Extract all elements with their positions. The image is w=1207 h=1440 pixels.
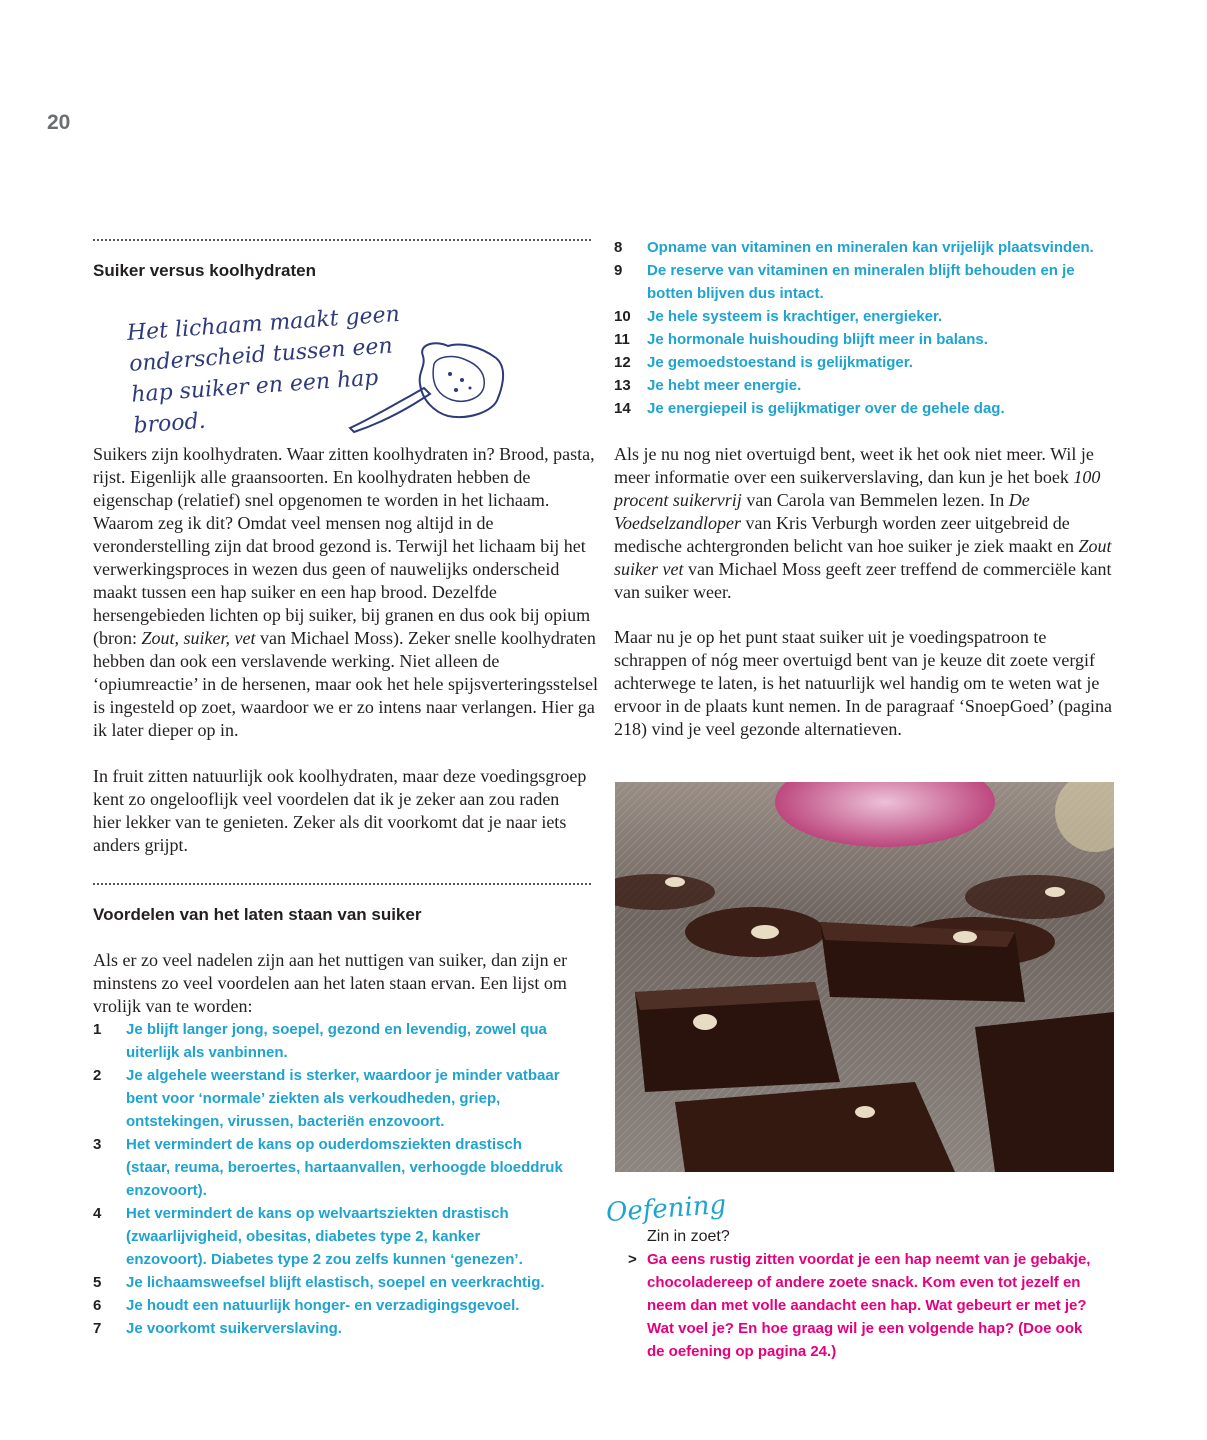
list-item: 13 Je hebt meer energie. (614, 377, 802, 394)
section-divider (93, 239, 591, 241)
list-item: 12 Je gemoedstoestand is gelijkmatiger. (614, 354, 913, 371)
paragraph-benefits-intro: Als er zo veel nadelen zijn aan het nuttigen van suiker, dan zijn er minstens zo veel voordelen aan het laten staan ervan. Een lijst om vrolijk van te worden: (93, 950, 568, 1016)
section-heading-benefits: Voordelen van het laten staan van suiker (93, 905, 422, 924)
paragraph-fruit: In fruit zitten natuurlijk ook koolhydraten, maar deze voedingsgroep kent zo ongelooflijk veel voordelen dat ik je zeker aan zou raden hier lekker van te genieten. Zeker als dit voorkomt dat je naar iets anders grijpt. (93, 766, 587, 855)
exercise-title: Zin in zoet? (647, 1228, 730, 1245)
handwritten-quote: Het lichaam maakt geen onderscheid tussen een hap suiker en een hap brood. (126, 301, 401, 439)
list-item: 1 Je blijft langer jong, soepel, gezond en levendig, zowel qua uiterlijk als vanbinnen. (93, 1021, 547, 1061)
list-item: 6 Je houdt een natuurlijk honger- en verzadigingsgevoel. (93, 1297, 520, 1314)
bread-with-knife-icon (348, 336, 508, 436)
paragraph-alternatives: Maar nu je op het punt staat suiker uit je voedingspatroon te schrappen of nóg meer overtuigd bent van je keuze dit zoete vergif achterwege te laten, is het natuurlijk wel handig om te weten wat je ervoor in de plaats kunt nemen. In de paragraaf ‘SnoepGoed’ (pagina 218) vind je veel gezonde alternatieven. (614, 627, 1112, 739)
section-divider (93, 883, 591, 885)
page-number: 20 (47, 111, 71, 134)
paragraph-more-info: Als je nu nog niet overtuigd bent, weet ik het ook niet meer. Wil je meer informatie over een suikerverslaving, dan kun je het boek 100 procent suikervrij van Carola van Bemmelen lezen. In De Voedselzandloper van Kris Verburgh worden zeer uitgebreid de medische achtergronden belicht van hoe suiker je ziek maakt en Zout suiker vet van Michael Moss geeft zeer treffend de commerciële kant van suiker weer. (614, 444, 1112, 602)
list-item: 8 Opname van vitaminen en mineralen kan vrijelijk plaatsvinden. (614, 239, 1094, 256)
list-item: 10 Je hele systeem is krachtiger, energieker. (614, 308, 943, 325)
list-item: 11 Je hormonale huishouding blijft meer in balans. (614, 331, 988, 348)
list-item: 9 De reserve van vitaminen en mineralen blijft behouden en je botten blijven dus intact. (614, 262, 1075, 302)
chocolate-photo (615, 782, 1114, 1172)
exercise-arrow-icon: > (628, 1251, 637, 1268)
list-item: 2 Je algehele weerstand is sterker, waardoor je minder vatbaar bent voor ‘normale’ ziekten als verkoudheden, griep, ontstekingen, virussen, bacteriën enzovoort. (93, 1067, 560, 1130)
list-item: 14 Je energiepeil is gelijkmatiger over de gehele dag. (614, 400, 1005, 417)
list-item: 7 Je voorkomt suikerverslaving. (93, 1320, 342, 1337)
exercise-label: Oefening (605, 1189, 728, 1229)
list-item: 4 Het vermindert de kans op welvaartsziekten drastisch (zwaarlijvigheid, obesitas, diabetes type 2, kanker enzovoort). Diabetes type 2 zou zelfs kunnen ‘genezen’. (93, 1205, 523, 1268)
paragraph-carbohydrates: Suikers zijn koolhydraten. Waar zitten koolhydraten in? Brood, pasta, rijst. Eigenlijk alle graansoorten. En koolhydraten hebben de eigenschap (relatief) snel opgenomen te worden in het lichaam. Waarom zeg ik dit? Omdat veel mensen nog altijd in de veronderstelling zijn dat brood gezond is. Terwijl het lichaam bij het verwerkingsproces in wezen dus geen of nauwelijks onderscheid maakt tussen een hap suiker en een hap brood. Dezelfde hersengebieden lichten op bij suiker, bij granen en dus ook bij opium (bron: Zout, suiker, vet van Michael Moss). Zeker snelle koolhydraten hebben dan ook een verslavende werking. Niet alleen de ‘opiumreactie’ in de hersenen, maar ook het hele spijsverteringsstelsel is ingesteld op zoet, waardoor we er zo intens naar verlangen. Hier ga ik later dieper op in. (93, 444, 598, 740)
exercise-text: Ga eens rustig zitten voordat je een hap neemt van je gebakje, chocoladereep of andere zoete snack. Kom even tot jezelf en neem dan met volle aandacht een hap. Wat gebeurt er met je? Wat voel je? En hoe graag wil je een volgende hap? (Doe ook de oefening op pagina 24.) (647, 1251, 1091, 1360)
list-item: 5 Je lichaamsweefsel blijft elastisch, soepel en veerkrachtig. (93, 1274, 545, 1291)
list-item: 3 Het vermindert de kans op ouderdomsziekten drastisch (staar, reuma, beroertes, hartaanvallen, verhoogde bloeddruk enzovoort). (93, 1136, 563, 1199)
benefits-list-left (93, 1018, 563, 1340)
benefits-list-right (614, 236, 1104, 420)
section-heading-sugar: Suiker versus koolhydraten (93, 261, 316, 280)
